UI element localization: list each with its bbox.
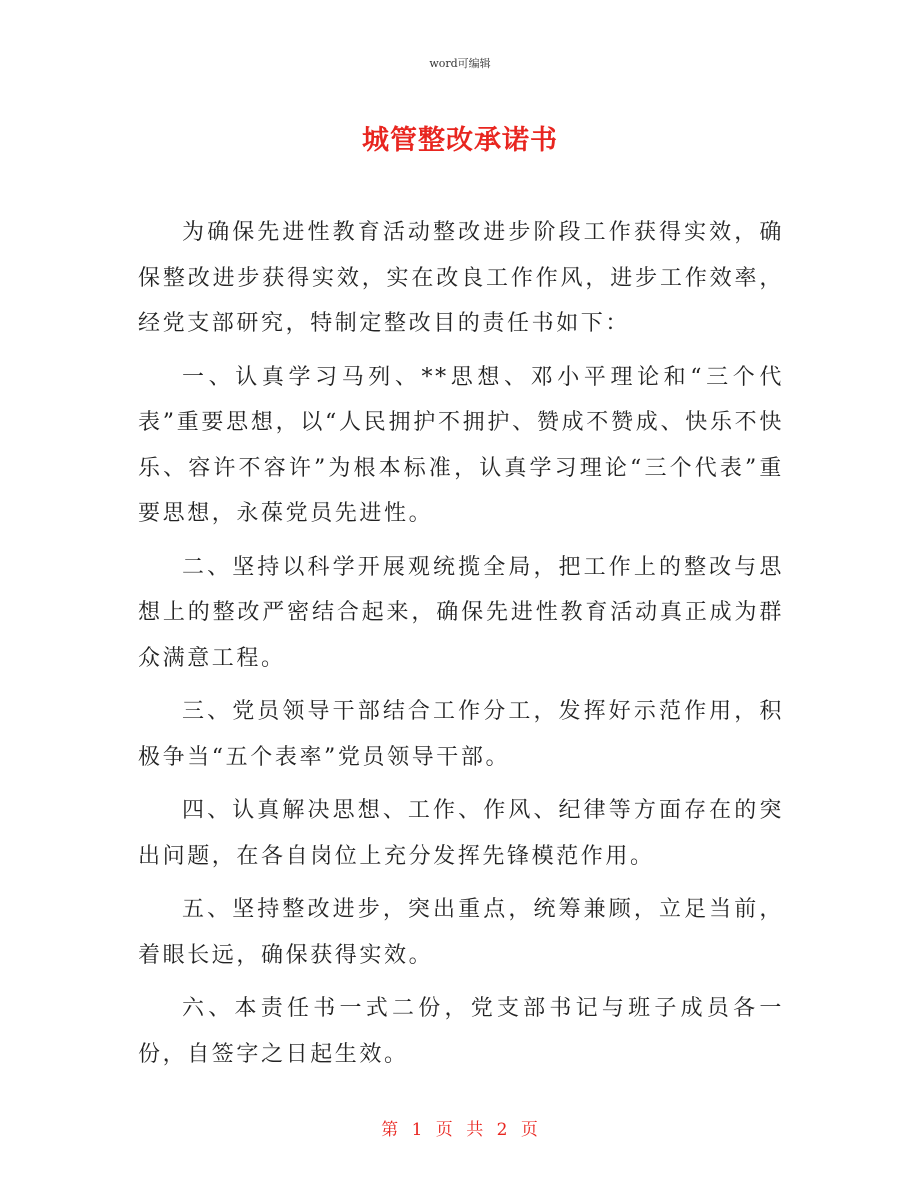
paragraph-item-3: 三、党员领导干部结合工作分工，发挥好示范作用，积极争当“五个表率”党员领导干部。 bbox=[138, 699, 784, 770]
footer-prefix: 第 bbox=[381, 1120, 400, 1140]
footer-suffix: 页 bbox=[520, 1120, 539, 1140]
paragraph-item-6: 六、本责任书一式二份，党支部书记与班子成员各一份，自签字之日起生效。 bbox=[138, 996, 784, 1067]
paragraph-item-5: 五、坚持整改进步，突出重点，统筹兼顾，立足当前，着眼长远，确保获得实效。 bbox=[138, 897, 784, 968]
paragraph-intro: 为确保先进性教育活动整改进步阶段工作获得实效，确保整改进步获得实效，实在改良工作作风，进步工作效率，经党支部研究，特制定整改目的责任书如下： bbox=[138, 220, 784, 336]
header-note: word可编辑 bbox=[429, 57, 491, 70]
document-title: 城管整改承诺书 bbox=[362, 125, 558, 156]
paragraph-item-1: 一、认真学习马列、**思想、邓小平理论和“三个代表”重要思想，以“人民拥护不拥护、赞成不赞成、快乐不快乐、容许不容许”为根本标准，认真学习理论“三个代表”重要思想，永葆党员先进性。 bbox=[138, 364, 784, 526]
paragraph-item-2: 二、坚持以科学开展观统揽全局，把工作上的整改与思想上的整改严密结合起来，确保先进性教育活动真正成为群众满意工程。 bbox=[138, 554, 784, 671]
paragraph-item-4: 四、认真解决思想、工作、作风、纪律等方面存在的突出问题，在各自岗位上充分发挥先锋模范作用。 bbox=[138, 798, 784, 869]
footer-total-pages: 2 bbox=[496, 1120, 509, 1140]
footer-current-page: 1 bbox=[411, 1120, 424, 1140]
page-number-footer bbox=[0, 1115, 920, 1140]
document-body bbox=[138, 210, 784, 1085]
footer-page-unit: 页 bbox=[435, 1120, 454, 1140]
footer-total-label: 共 bbox=[466, 1120, 485, 1140]
